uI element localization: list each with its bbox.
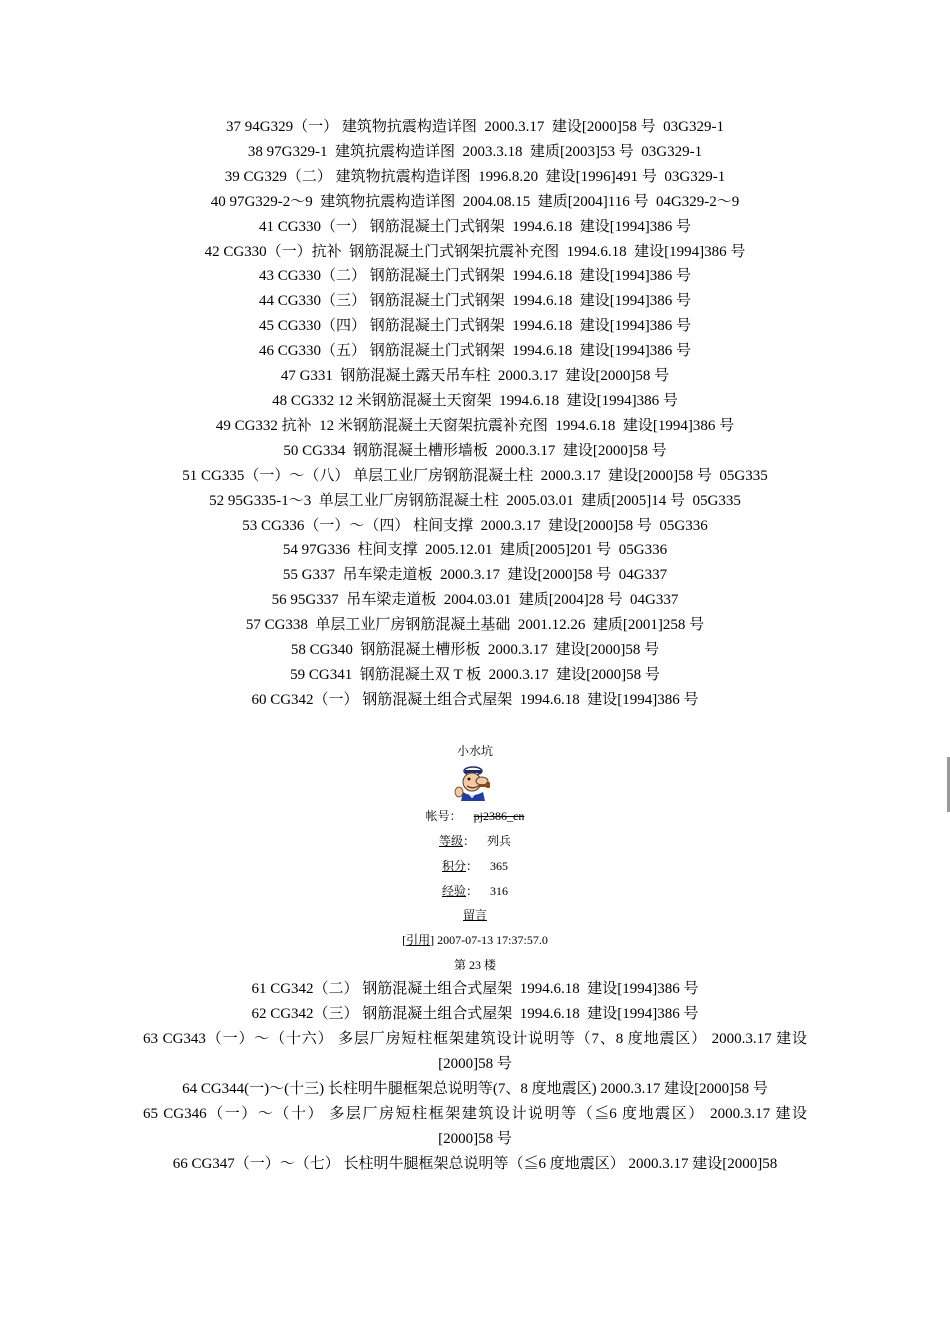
standard-line: 57 CG338 单层工业厂房钢筋混凝土基础 2001.12.26 建质[2001]258 号 [245,617,705,634]
standard-line: 43 CG330（二） 钢筋混凝土门式钢架 1994.6.18 建设[1994]386 号 [258,268,692,285]
standard-line: 44 CG330（三） 钢筋混凝土门式钢架 1994.6.18 建设[1994]386 号 [258,293,692,310]
level-value: 列兵 [487,834,512,849]
document-page [0,115,950,1177]
standard-line: 46 CG330（五） 钢筋混凝土门式钢架 1994.6.18 建设[1994]386 号 [258,343,692,360]
standard-line: 59 CG341 钢筋混凝土双 T 板 2000.3.17 建设[2000]58 号 [290,666,660,683]
account-row [0,804,950,829]
standard-line: 51 CG335（一）～（八） 单层工业厂房钢筋混凝土柱 2000.3.17 建设[2000]58 号 05G335 [182,467,768,484]
quote-link[interactable]: 引用 [406,932,431,947]
points-row [0,854,950,879]
section-spacer [0,713,950,739]
level-row [0,829,950,854]
standard-line: 48 CG332 12 米钢筋混凝土天窗架 1994.6.18 建设[1994]386 号 [272,392,678,409]
standards-list-bottom [135,977,815,1027]
standard-line: 39 CG329（二） 建筑物抗震构造详图 1996.8.20 建设[1996]491 号 03G329-1 [224,168,726,185]
standard-line: 61 CG342（二） 钢筋混凝土组合式屋架 1994.6.18 建设[1994]386 号 [251,981,699,998]
points-label[interactable]: 积分 [441,858,466,873]
standard-line: 60 CG342（一） 钢筋混凝土组合式屋架 1994.6.18 建设[1994]386 号 [251,691,699,708]
avatar[interactable] [0,763,950,803]
standard-line: 56 95G337 吊车梁走道板 2004.03.01 建质[2004]28 号 04G337 [271,592,679,609]
exp-value: 316 [490,883,509,898]
exp-colon: ： [466,883,479,898]
points-colon: ： [466,858,479,873]
standard-line: 45 CG330（四） 钢筋混凝土门式钢架 1994.6.18 建设[1994]386 号 [258,318,692,335]
standard-line: 37 94G329（一） 建筑物抗震构造详图 2000.3.17 建设[2000]58 号 03G329-1 [226,119,724,135]
standard-line: 40 97G329-2～9 建筑物抗震构造详图 2004.08.15 建质[2004]116 号 04G329-2～9 [210,193,740,210]
quote-open: [ [402,932,407,947]
standard-line: 38 97G329-1 建筑抗震构造详图 2003.3.18 建质[2003]53 号 03G329-1 [247,143,703,160]
quote-row [0,928,950,953]
username: 小水坑 [456,743,493,758]
standard-line: 58 CG340 钢筋混凝土槽形板 2000.3.17 建设[2000]58 号 [290,642,660,659]
exp-label[interactable]: 经验 [441,883,466,898]
account-link[interactable]: pj2386_cn [473,809,525,824]
standard-line: 49 CG332 抗补 12 米钢筋混凝土天窗架抗震补充图 1994.6.18 建设[1994]386 号 [215,417,735,434]
message-row [0,903,950,928]
standard-line: 65 CG346（一）～（十） 多层厂房短柱框架建筑设计说明等（≦6 度地震区） 2000.3.17 建设[2000]58 号 [143,1105,807,1147]
standard-line: 41 CG330（一） 钢筋混凝土门式钢架 1994.6.18 建设[1994]386 号 [258,218,692,235]
standard-line: 63 CG343（一）～（十六） 多层厂房短柱框架建筑设计说明等（7、8 度地震区） 2000.3.17 建设[2000]58 号 [143,1031,807,1073]
popeye-avatar-icon [453,764,497,802]
standard-line: 47 G331 钢筋混凝土露天吊车柱 2000.3.17 建设[2000]58 号 [280,368,670,385]
standard-line: 53 CG336（一）～（四） 柱间支撑 2000.3.17 建设[2000]58 号 05G336 [242,517,708,534]
post-timestamp: ] 2007-07-13 17:37:57.0 [430,932,548,947]
standard-line: 66 CG347（一）～（七） 长柱明牛腿框架总说明等（≦6 度地震区） 2000.3.17 建设[2000]58 [172,1155,778,1172]
floor-number: 第 23 楼 [453,957,496,972]
standard-line: 54 97G336 柱间支撑 2005.12.01 建质[2005]201 号 05G336 [282,542,668,559]
standard-line: 62 CG342（三） 钢筋混凝土组合式屋架 1994.6.18 建设[1994]386 号 [251,1006,699,1023]
account-label: 帐号： [425,809,462,824]
message-link[interactable]: 留言 [462,908,487,923]
exp-row [0,879,950,904]
standard-line: 52 95G335-1～3 单层工业厂房钢筋混凝土柱 2005.03.01 建质[2005]14 号 05G335 [209,492,741,509]
standard-line: 50 CG334 钢筋混凝土槽形墙板 2000.3.17 建设[2000]58 号 [283,442,667,459]
standard-line: 64 CG344(一)～(十三) 长柱明牛腿框架总说明等(7、8 度地震区) 2000.3.17 建设[2000]58 号 [182,1081,768,1097]
level-label[interactable]: 等级 [438,834,463,849]
points-value: 365 [490,858,509,873]
standards-list-wrapped [0,1027,950,1176]
level-colon: ： [462,834,475,849]
standards-list-top [135,115,815,713]
user-profile [0,739,950,978]
standard-line: 55 G337 吊车梁走道板 2000.3.17 建设[2000]58 号 04G337 [282,567,668,584]
standard-line: 42 CG330（一）抗补 钢筋混凝土门式钢架抗震补充图 1994.6.18 建设[1994]386 号 [204,243,746,260]
